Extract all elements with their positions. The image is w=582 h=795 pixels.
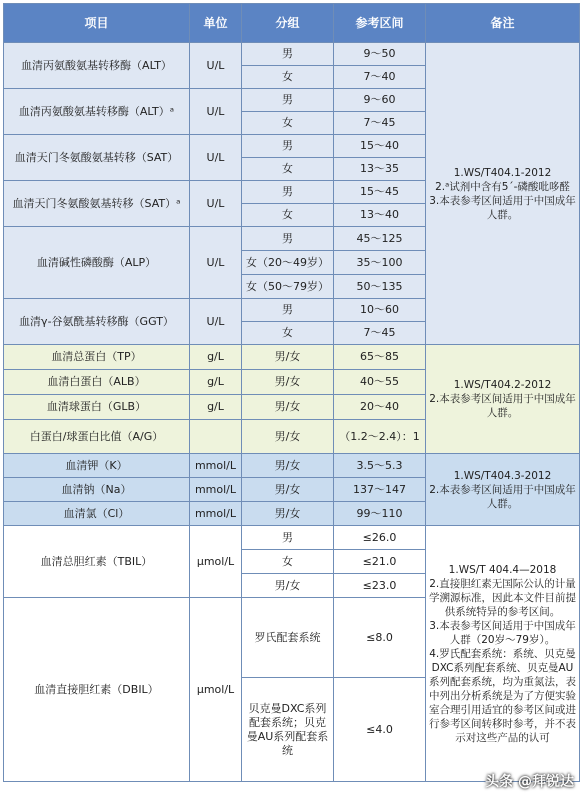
item-name: 血清直接胆红素（DBIL） <box>4 598 190 782</box>
unit: U/L <box>190 43 242 89</box>
group: 女 <box>242 66 334 89</box>
item-name: 血清氯（Cl） <box>4 502 190 526</box>
group: 女 <box>242 158 334 181</box>
item-name: 血清γ-谷氨酰基转移酶（GGT） <box>4 299 190 345</box>
group: 女（20～49岁） <box>242 251 334 275</box>
header-note: 备注 <box>426 4 580 43</box>
range: 3.5～5.3 <box>334 454 426 478</box>
range: 20～40 <box>334 395 426 420</box>
group: 女 <box>242 322 334 345</box>
range: ≤8.0 <box>334 598 426 678</box>
note-line: 1.WS/T 404.4—2018 <box>448 563 557 576</box>
group: 男/女 <box>242 395 334 420</box>
range: 40～55 <box>334 370 426 395</box>
item-name: 血清丙氨酸氨基转移酶（ALT）ᵃ <box>4 89 190 135</box>
range: 13～35 <box>334 158 426 181</box>
group: 男 <box>242 43 334 66</box>
header-group: 分组 <box>242 4 334 43</box>
range: （1.2～2.4）：1 <box>334 420 426 454</box>
range: 50～135 <box>334 275 426 299</box>
group: 女 <box>242 204 334 227</box>
group: 男/女 <box>242 478 334 502</box>
item-name: 血清白蛋白（ALB） <box>4 370 190 395</box>
unit: μmol/L <box>190 598 242 782</box>
watermark: 头条 @拜锐达 <box>485 774 574 790</box>
table-row <box>4 345 580 370</box>
group: 男 <box>242 135 334 158</box>
group: 男 <box>242 526 334 550</box>
group: 男/女 <box>242 454 334 478</box>
group: 男/女 <box>242 502 334 526</box>
item-name: 血清钾（K） <box>4 454 190 478</box>
range: 137～147 <box>334 478 426 502</box>
range: ≤23.0 <box>334 574 426 598</box>
note-cell <box>426 454 580 526</box>
unit <box>190 420 242 454</box>
table-row <box>4 43 580 66</box>
group: 男 <box>242 227 334 251</box>
group: 贝克曼DXC系列配套系统；贝克曼AU系列配套系统 <box>242 678 334 782</box>
range: 9～50 <box>334 43 426 66</box>
note-line: 2.本表参考区间适用于中国成年人群。 <box>429 393 576 419</box>
table-row <box>4 526 580 550</box>
group: 男/女 <box>242 345 334 370</box>
item-name: 血清丙氨酸氨基转移酶（ALT） <box>4 43 190 89</box>
note-line: 4.罗氏配套系统：系统、贝克曼DXC系列配套系统、贝克曼AU系列配套系统，均为重氮法，表中列出分析系统是为了方便实验室合理引用适宜的参考区间或进行参考区间转移时参考，并不表示对这些产品的认可 <box>429 647 576 744</box>
reference-interval-table <box>3 3 580 782</box>
range: 7～45 <box>334 112 426 135</box>
header-item: 项目 <box>4 4 190 43</box>
unit: μmol/L <box>190 526 242 598</box>
unit: U/L <box>190 299 242 345</box>
item-name: 血清钠（Na） <box>4 478 190 502</box>
unit: U/L <box>190 227 242 299</box>
note-cell <box>426 345 580 454</box>
range: 45～125 <box>334 227 426 251</box>
item-name: 血清总胆红素（TBIL） <box>4 526 190 598</box>
unit: mmol/L <box>190 478 242 502</box>
group: 男 <box>242 89 334 112</box>
range: 99～110 <box>334 502 426 526</box>
unit: U/L <box>190 135 242 181</box>
item-name: 血清天门冬氨酸氨基转移（SAT）ᵃ <box>4 181 190 227</box>
header-unit: 单位 <box>190 4 242 43</box>
group: 男 <box>242 181 334 204</box>
note-line: 2.ᵃ试剂中含有5´-磷酸吡哆醛 <box>435 180 570 193</box>
range: 13～40 <box>334 204 426 227</box>
unit: g/L <box>190 395 242 420</box>
note-cell <box>426 43 580 345</box>
note-line: 1.WS/T404.1-2012 <box>453 166 552 179</box>
group: 女 <box>242 550 334 574</box>
range: ≤4.0 <box>334 678 426 782</box>
range: 35～100 <box>334 251 426 275</box>
table-row <box>4 454 580 478</box>
range: 65～85 <box>334 345 426 370</box>
group: 罗氏配套系统 <box>242 598 334 678</box>
note-line: 2.直接胆红素无国际公认的计量学溯源标准，因此本文件目前提供系统特异的参考区间。 <box>429 577 576 618</box>
unit: U/L <box>190 181 242 227</box>
note-line: 3.本表参考区间适用于中国成年人群（20岁～79岁）。 <box>429 619 576 646</box>
note-line: 1.WS/T404.3-2012 <box>453 469 552 482</box>
item-name: 血清总蛋白（TP） <box>4 345 190 370</box>
item-name: 血清球蛋白（GLB） <box>4 395 190 420</box>
group: 男/女 <box>242 574 334 598</box>
range: ≤26.0 <box>334 526 426 550</box>
unit: mmol/L <box>190 502 242 526</box>
header-row <box>4 4 580 43</box>
unit: g/L <box>190 345 242 370</box>
group: 男 <box>242 299 334 322</box>
note-line: 2.本表参考区间适用于中国成年人群。 <box>429 483 576 510</box>
group: 男/女 <box>242 420 334 454</box>
item-name: 血清天门冬氨酸氨基转移（SAT） <box>4 135 190 181</box>
range: 7～45 <box>334 322 426 345</box>
note-line: 3.本表参考区间适用于中国成年人群。 <box>429 194 576 221</box>
unit: g/L <box>190 370 242 395</box>
range: 7～40 <box>334 66 426 89</box>
header-range: 参考区间 <box>334 4 426 43</box>
range: 10～60 <box>334 299 426 322</box>
unit: mmol/L <box>190 454 242 478</box>
group: 女（50～79岁） <box>242 275 334 299</box>
range: ≤21.0 <box>334 550 426 574</box>
item-name: 血清碱性磷酸酶（ALP） <box>4 227 190 299</box>
group: 女 <box>242 112 334 135</box>
note-line: 1.WS/T404.2-2012 <box>453 379 552 391</box>
unit: U/L <box>190 89 242 135</box>
note-cell <box>426 526 580 782</box>
item-name: 白蛋白/球蛋白比值（A/G） <box>4 420 190 454</box>
range: 15～45 <box>334 181 426 204</box>
range: 15～40 <box>334 135 426 158</box>
range: 9～60 <box>334 89 426 112</box>
group: 男/女 <box>242 370 334 395</box>
